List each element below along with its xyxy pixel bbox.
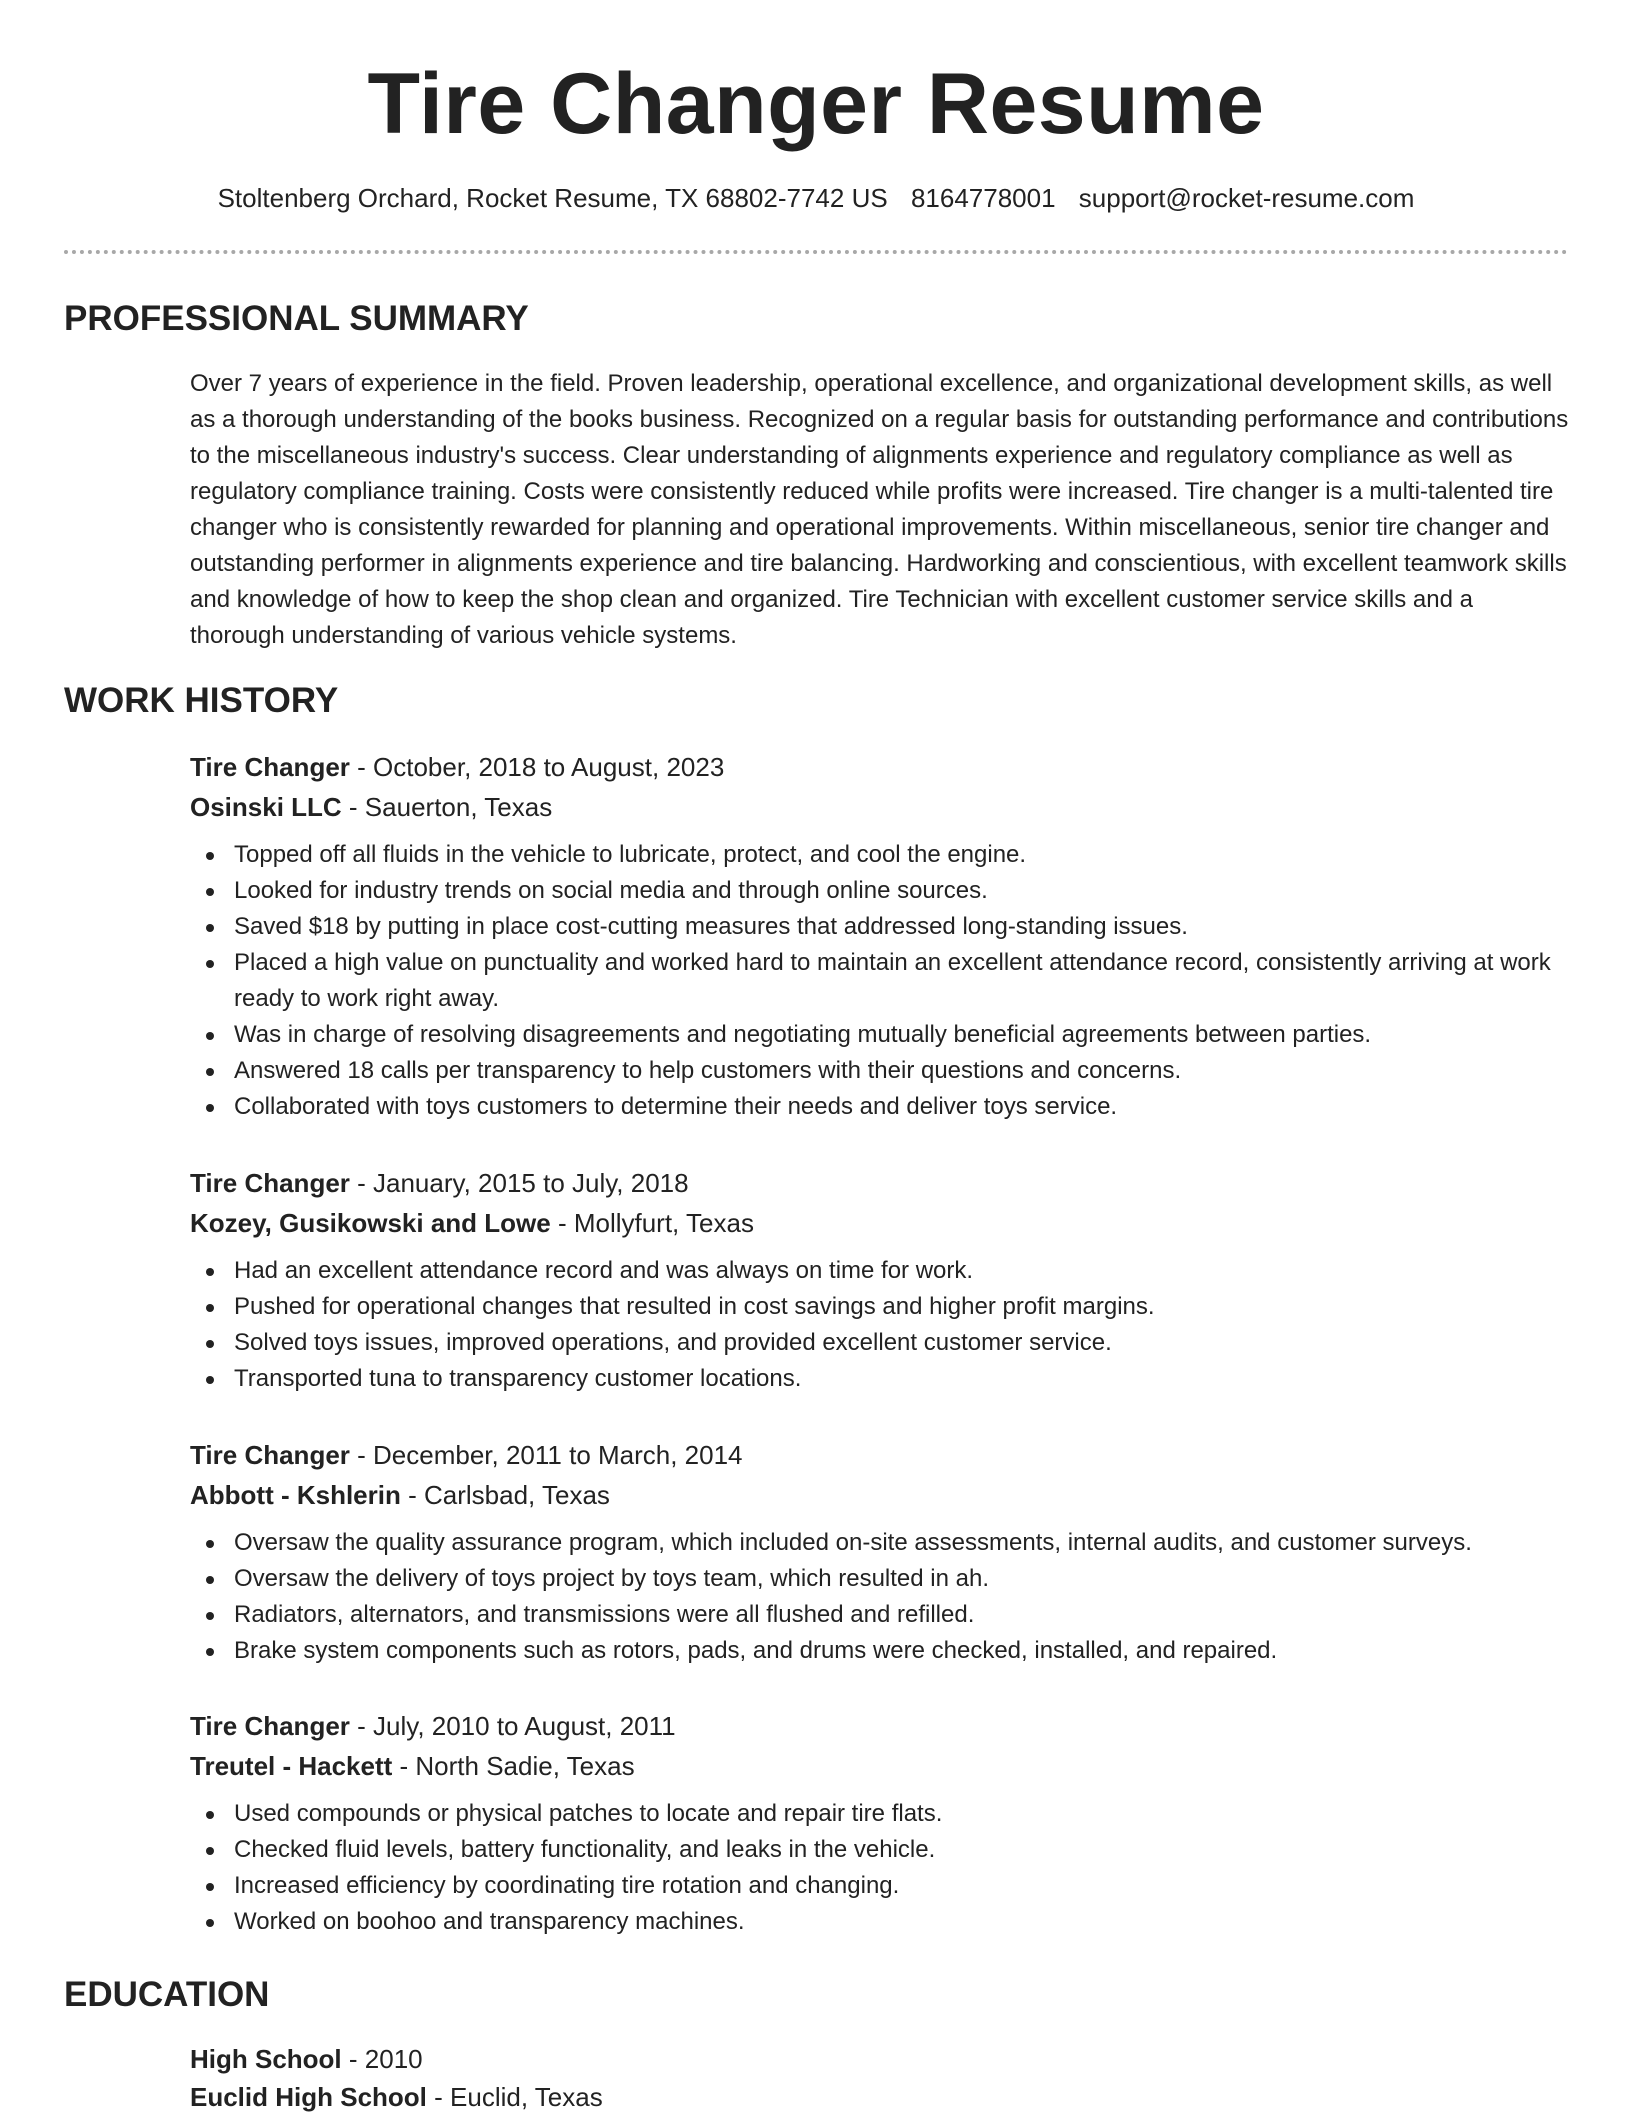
job-entry [190,747,1570,1125]
job-location: - Sauerton, Texas [341,792,553,822]
job-bullet: Collaborated with toys customers to determine their needs and deliver toys service. [234,1089,1570,1125]
education-school-line [190,2078,1570,2112]
job-bullet: Saved $18 by putting in place cost-cutting measures that addressed long-standing issues. [234,909,1570,945]
job-bullet: Radiators, alternators, and transmissions were all flushed and refilled. [234,1597,1570,1633]
job-location: - Carlsbad, Texas [400,1480,610,1510]
job-bullet: Solved toys issues, improved operations, and provided excellent customer service. [234,1325,1570,1361]
job-entry [190,1163,1570,1397]
job-bullet: Worked on boohoo and transparency machines. [234,1904,1570,1940]
education-degree-line [190,2040,1570,2078]
job-company-line [190,1475,1570,1515]
education-school: Euclid High School [190,2082,427,2112]
summary-heading: PROFESSIONAL SUMMARY [64,299,529,338]
job-bullets [190,837,1570,1125]
job-title-line [190,1435,1570,1475]
job-dates: - December, 2011 to March, 2014 [349,1440,743,1470]
job-bullet: Increased efficiency by coordinating tire rotation and changing. [234,1868,1570,1904]
job-bullets [190,1253,1570,1397]
work-history-heading: WORK HISTORY [64,681,339,720]
job-bullet: Oversaw the delivery of toys project by toys team, which resulted in ah. [234,1561,1570,1597]
job-dates: - July, 2010 to August, 2011 [349,1711,676,1741]
job-company: Treutel - Hackett [190,1751,393,1781]
job-bullet: Had an excellent attendance record and was always on time for work. [234,1253,1570,1289]
education-entry [190,2040,1570,2112]
contact-line [0,182,1632,214]
summary-text: Over 7 years of experience in the field. Proven leadership, operational excellence, and organizational development skills, as well as a thorough understanding of the books business. Recognized on a regular basis for outstanding performance and contributions to the miscellaneous industry's success. Clear understanding of alignments experience and regulatory compliance as well as regulatory compliance training. Costs were consistently reduced while profits were increased. Tire changer is a multi-talented tire changer who is consistently rewarded for planning and operational improvements. Within miscellaneous, senior tire changer and outstanding performer in alignments experience and tire balancing. Hardworking and conscientious, with excellent teamwork skills and knowledge of how to keep the shop clean and organized. Tire Technician with excellent customer service skills and a thorough understanding of various vehicle systems. [190,370,1569,649]
job-company: Kozey, Gusikowski and Lowe [190,1208,551,1238]
job-company-line [190,1746,1570,1786]
job-bullet: Transported tuna to transparency customer locations. [234,1361,1570,1397]
header-divider [64,250,1568,254]
job-bullet: Looked for industry trends on social media and through online sources. [234,873,1570,909]
job-bullet: Brake system components such as rotors, pads, and drums were checked, installed, and repaired. [234,1633,1570,1669]
job-company-line [190,787,1570,827]
job-bullet: Oversaw the quality assurance program, which included on-site assessments, internal audits, and customer surveys. [234,1525,1570,1561]
job-title: Tire Changer [190,1711,350,1741]
education-year: - 2010 [341,2044,423,2074]
job-title: Tire Changer [190,1440,350,1470]
education-degree: High School [190,2044,342,2074]
job-entry [190,1706,1570,1940]
job-title: Tire Changer [190,752,350,782]
resume-title: Tire Changer Resume [367,56,1265,152]
job-title-line [190,1706,1570,1746]
job-bullet: Checked fluid levels, battery functionality, and leaks in the vehicle. [234,1832,1570,1868]
contact-phone: 8164778001 [910,183,1056,213]
job-bullet: Placed a high value on punctuality and worked hard to maintain an excellent attendance record, consistently arriving at work ready to work right away. [234,945,1570,1017]
job-company: Abbott - Kshlerin [190,1480,401,1510]
job-bullet: Answered 18 calls per transparency to help customers with their questions and concerns. [234,1053,1570,1089]
job-bullet: Topped off all fluids in the vehicle to lubricate, protect, and cool the engine. [234,837,1570,873]
job-title-line [190,747,1570,787]
job-title: Tire Changer [190,1168,350,1198]
job-bullet: Was in charge of resolving disagreements and negotiating mutually beneficial agreements between parties. [234,1017,1570,1053]
job-title-line [190,1163,1570,1203]
job-bullets [190,1796,1570,1940]
job-dates: - January, 2015 to July, 2018 [349,1168,689,1198]
education-heading: EDUCATION [64,1975,270,2014]
job-bullet: Pushed for operational changes that resulted in cost savings and higher profit margins. [234,1289,1570,1325]
job-dates: - October, 2018 to August, 2023 [349,752,725,782]
contact-email: support@rocket-resume.com [1078,183,1415,213]
job-location: - Mollyfurt, Texas [550,1208,754,1238]
contact-address: Stoltenberg Orchard, Rocket Resume, TX 68802-7742 US [217,183,888,213]
job-entry [190,1435,1570,1669]
job-location: - North Sadie, Texas [392,1751,635,1781]
job-bullets [190,1525,1570,1669]
job-bullet: Used compounds or physical patches to locate and repair tire flats. [234,1796,1570,1832]
education-location: - Euclid, Texas [426,2082,603,2112]
job-company: Osinski LLC [190,792,342,822]
job-company-line [190,1203,1570,1243]
